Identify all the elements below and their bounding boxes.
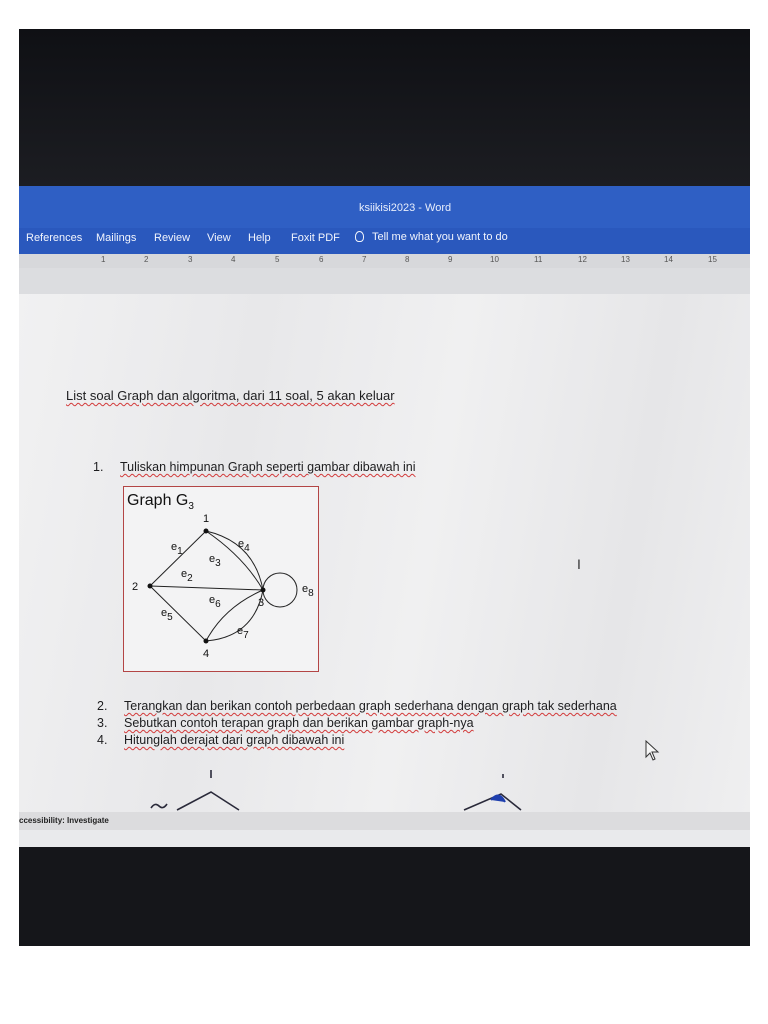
tell-me-label: Tell me what you want to do: [372, 231, 508, 243]
loop-e8: [263, 573, 297, 607]
ruler-tick: 4: [231, 255, 236, 264]
vertex-1: [204, 529, 209, 534]
edge-label: e1: [171, 541, 183, 557]
question-number: 2.: [97, 699, 108, 713]
window-title: ksiikisi2023 - Word: [359, 202, 452, 214]
question-2[interactable]: [97, 699, 617, 713]
question-text: Terangkan dan berikan contoh perbedaan graph sederhana dengan graph tak sederhana: [124, 699, 617, 713]
tab-review[interactable]: Review: [154, 232, 191, 244]
question-number: 1.: [93, 460, 104, 474]
ruler-tick: 2: [144, 255, 149, 264]
vertex-4: [204, 639, 209, 644]
ruler-tick: 8: [405, 255, 410, 264]
question-1[interactable]: [93, 460, 416, 474]
edge-e1: [150, 531, 206, 586]
lightbulb-icon: [355, 231, 364, 242]
ruler-tick: 15: [708, 255, 717, 264]
edge-label: e4: [238, 538, 250, 554]
ruler-tick: 12: [578, 255, 587, 264]
tab-help[interactable]: Help: [248, 232, 271, 244]
ruler-tick: 7: [362, 255, 367, 264]
photo-frame: [19, 29, 750, 946]
edge-e2: [150, 586, 263, 590]
question-number: 4.: [97, 733, 108, 747]
ruler-tick: 9: [448, 255, 453, 264]
tab-foxit-pdf[interactable]: Foxit PDF: [291, 232, 340, 244]
monitor-bezel-top: [19, 29, 750, 186]
ribbon-tabs: [19, 228, 750, 254]
monitor-bezel-bottom: [19, 847, 750, 946]
handwritten-graph-sketch: [139, 764, 559, 812]
ruler-tick: 3: [188, 255, 193, 264]
edge-label: e6: [209, 594, 221, 610]
ruler-tick: 13: [621, 255, 630, 264]
question-text: Tuliskan himpunan Graph seperti gambar dibawah ini: [120, 460, 416, 474]
tab-mailings[interactable]: Mailings: [96, 232, 137, 244]
document-page[interactable]: [19, 294, 750, 812]
document-heading[interactable]: [66, 388, 395, 403]
edge-label: e8: [302, 583, 314, 599]
tab-view[interactable]: View: [207, 232, 231, 244]
horizontal-ruler[interactable]: [19, 254, 750, 268]
question-text: Sebutkan contoh terapan graph dan berikan gambar graph-nya: [124, 716, 474, 730]
edge-label: e3: [209, 553, 221, 569]
page-margin-area: [19, 268, 750, 294]
edge-e5: [150, 586, 206, 641]
ruler-tick: 11: [534, 255, 543, 264]
ruler-tick: 14: [664, 255, 673, 264]
ruler-tick: 10: [490, 255, 499, 264]
vertex-2: [148, 584, 153, 589]
heading-text: List soal Graph dan algoritma, dari 11 soal, 5 akan keluar: [66, 388, 395, 403]
vertex-label: 1: [203, 513, 210, 525]
vertex-3: [261, 588, 266, 593]
ruler-tick: 1: [101, 255, 106, 264]
tell-me-search[interactable]: [355, 231, 508, 243]
tab-references[interactable]: References: [26, 232, 83, 244]
question-number: 3.: [97, 716, 108, 730]
ruler-tick: 6: [319, 255, 324, 264]
edge-label: e2: [181, 568, 193, 584]
question-text: Hitunglah derajat dari graph dibawah ini: [124, 733, 345, 747]
graph-title: Graph $G_3$: [127, 492, 194, 512]
vertex-label: 3: [258, 597, 265, 609]
graph-g3-drawing: [124, 487, 318, 671]
accessibility-status[interactable]: ccessibility: Investigate: [19, 816, 109, 825]
question-4[interactable]: [97, 733, 345, 747]
ruler-tick: 5: [275, 255, 280, 264]
status-bar: [19, 812, 750, 830]
edge-label: e7: [237, 625, 249, 641]
edge-label: e5: [161, 607, 173, 623]
title-bar: [19, 186, 750, 228]
graph-figure: [123, 486, 319, 672]
mouse-pointer-icon: [645, 740, 661, 762]
word-window: [19, 186, 750, 847]
text-cursor-icon: I: [577, 556, 581, 572]
vertex-label: 2: [132, 581, 139, 593]
vertex-label: 4: [203, 648, 210, 660]
question-3[interactable]: [97, 716, 474, 730]
